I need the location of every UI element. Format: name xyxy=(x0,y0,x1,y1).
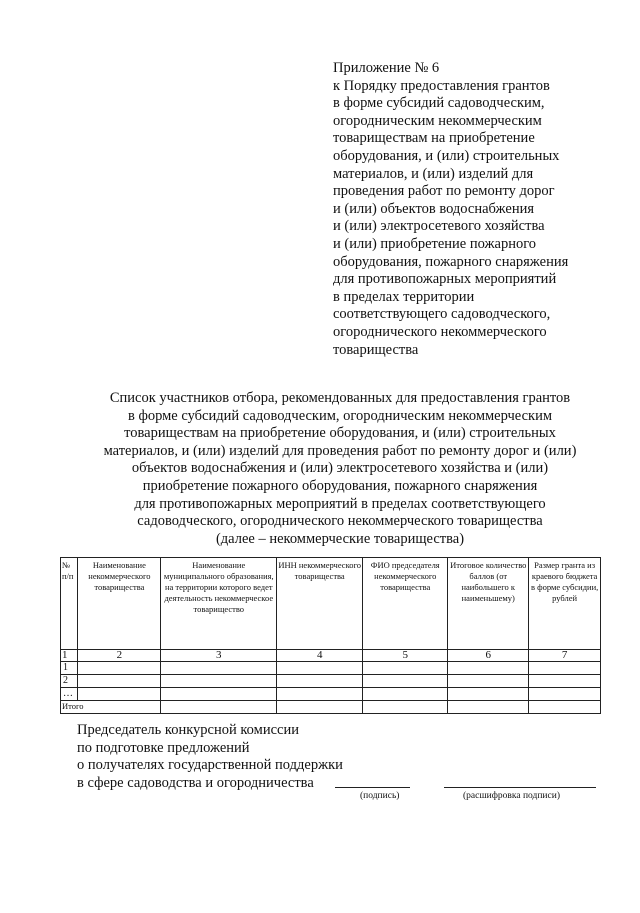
signature-line: Председатель конкурсной комиссии xyxy=(77,722,299,738)
table-cell xyxy=(363,701,448,714)
table-cell xyxy=(277,662,363,675)
table-cell xyxy=(529,675,601,688)
list-title-line: садоводческого, огороднического некоммерческого товарищества xyxy=(137,513,543,530)
table-cell xyxy=(448,675,529,688)
participants-table xyxy=(60,557,601,714)
table-cell xyxy=(161,688,277,701)
signature-line: в сфере садоводства и огородничества xyxy=(77,774,314,791)
column-index: 5 xyxy=(363,650,448,662)
table-cell xyxy=(161,675,277,688)
header-inn: ИНН некоммерческого товарищества xyxy=(277,558,363,650)
column-index: 4 xyxy=(277,650,363,662)
row-number: 1 xyxy=(61,662,78,675)
header-partnership-name: Наименование некоммерческого товарищества xyxy=(78,558,161,650)
table-cell xyxy=(277,688,363,701)
appendix-line: и (или) электросетевого хозяйства xyxy=(333,218,545,235)
table-row xyxy=(61,688,601,701)
appendix-line: оборудования, и (или) строительных xyxy=(333,147,560,164)
list-title xyxy=(60,390,620,548)
signature-underline xyxy=(335,787,410,788)
column-index: 6 xyxy=(448,650,529,662)
header-grant-amount: Размер гранта из краевого бюджета в форме субсидии, рублей xyxy=(529,558,601,650)
header-municipality: Наименование муниципального образования, на территории которого ведет деятельность некоммерческое товарищество xyxy=(161,558,277,650)
appendix-line: в форме субсидий садоводческим, xyxy=(333,95,545,112)
table-cell xyxy=(448,701,529,714)
decoding-caption: (расшифровка подписи) xyxy=(463,791,560,801)
signature-line: о получателях государственной поддержки xyxy=(77,757,343,774)
list-title-line: материалов, и (или) изделий для проведения работ по ремонту дорог и (или) xyxy=(103,442,577,459)
appendix-line: и (или) приобретение пожарного xyxy=(333,235,537,252)
appendix-line: товариществам на приобретение xyxy=(333,130,535,147)
appendix-line: товарищества xyxy=(333,341,419,358)
header-number: № п/п xyxy=(61,558,78,650)
table-cell xyxy=(529,701,601,714)
row-number: 2 xyxy=(61,675,78,688)
table-cell xyxy=(78,675,161,688)
table-cell xyxy=(448,688,529,701)
header-total-score: Итоговое количество баллов (от наибольшего к наименьшему) xyxy=(448,558,529,650)
list-title-line: Список участников отбора, рекомендованных для предоставления грантов xyxy=(109,390,571,406)
table-cell xyxy=(161,701,277,714)
appendix-line: огороднического некоммерческого xyxy=(333,323,547,340)
total-row xyxy=(61,701,601,714)
appendix-line: для противопожарных мероприятий xyxy=(333,271,557,288)
table-row xyxy=(61,675,601,688)
table-cell xyxy=(363,675,448,688)
appendix-line: Приложение № 6 xyxy=(333,60,440,76)
column-index: 3 xyxy=(161,650,277,662)
table-cell xyxy=(363,688,448,701)
total-label: Итого xyxy=(61,701,161,714)
table-cell xyxy=(448,662,529,675)
appendix-line: и (или) объектов водоснабжения xyxy=(333,200,535,217)
column-index: 1 xyxy=(61,650,78,662)
row-number: … xyxy=(61,688,78,701)
appendix-line: проведения работ по ремонту дорог xyxy=(333,183,555,200)
appendix-line: оборудования, пожарного снаряжения xyxy=(333,253,569,270)
table-row xyxy=(61,662,601,675)
list-title-line: в форме субсидий садоводческим, огородническим некоммерческим xyxy=(127,407,553,424)
list-title-line: приобретение пожарного оборудования, пожарного снаряжения xyxy=(142,477,538,494)
table-cell xyxy=(78,688,161,701)
table-cell xyxy=(277,675,363,688)
appendix-line: материалов, и (или) изделий для xyxy=(333,165,534,182)
table-cell xyxy=(363,662,448,675)
appendix-line: огородническим некоммерческим xyxy=(333,112,542,129)
table-cell xyxy=(161,662,277,675)
table-cell xyxy=(277,701,363,714)
appendix-header xyxy=(333,60,623,359)
signature-caption: (подпись) xyxy=(360,791,400,801)
table-cell xyxy=(529,662,601,675)
header-chairman-name: ФИО председателя некоммерческого товарищества xyxy=(363,558,448,650)
list-title-line: (далее – некоммерческие товарищества) xyxy=(215,530,465,547)
signature-block xyxy=(77,722,343,792)
column-index-row xyxy=(61,650,601,662)
column-index: 2 xyxy=(78,650,161,662)
column-index: 7 xyxy=(529,650,601,662)
table-header-row xyxy=(61,558,601,650)
signature-line: по подготовке предложений xyxy=(77,739,250,756)
appendix-line: в пределах территории xyxy=(333,288,475,305)
list-title-line: товариществам на приобретение оборудования, и (или) строительных xyxy=(124,425,556,442)
list-title-line: объектов водоснабжения и (или) электросетевого хозяйства и (или) xyxy=(131,460,549,477)
decoding-underline xyxy=(444,787,596,788)
table-cell xyxy=(78,662,161,675)
list-title-line: для противопожарных мероприятий в пределах соответствующего xyxy=(134,495,546,512)
appendix-line: соответствующего садоводческого, xyxy=(333,306,551,323)
table-cell xyxy=(529,688,601,701)
appendix-line: к Порядку предоставления грантов xyxy=(333,77,550,94)
